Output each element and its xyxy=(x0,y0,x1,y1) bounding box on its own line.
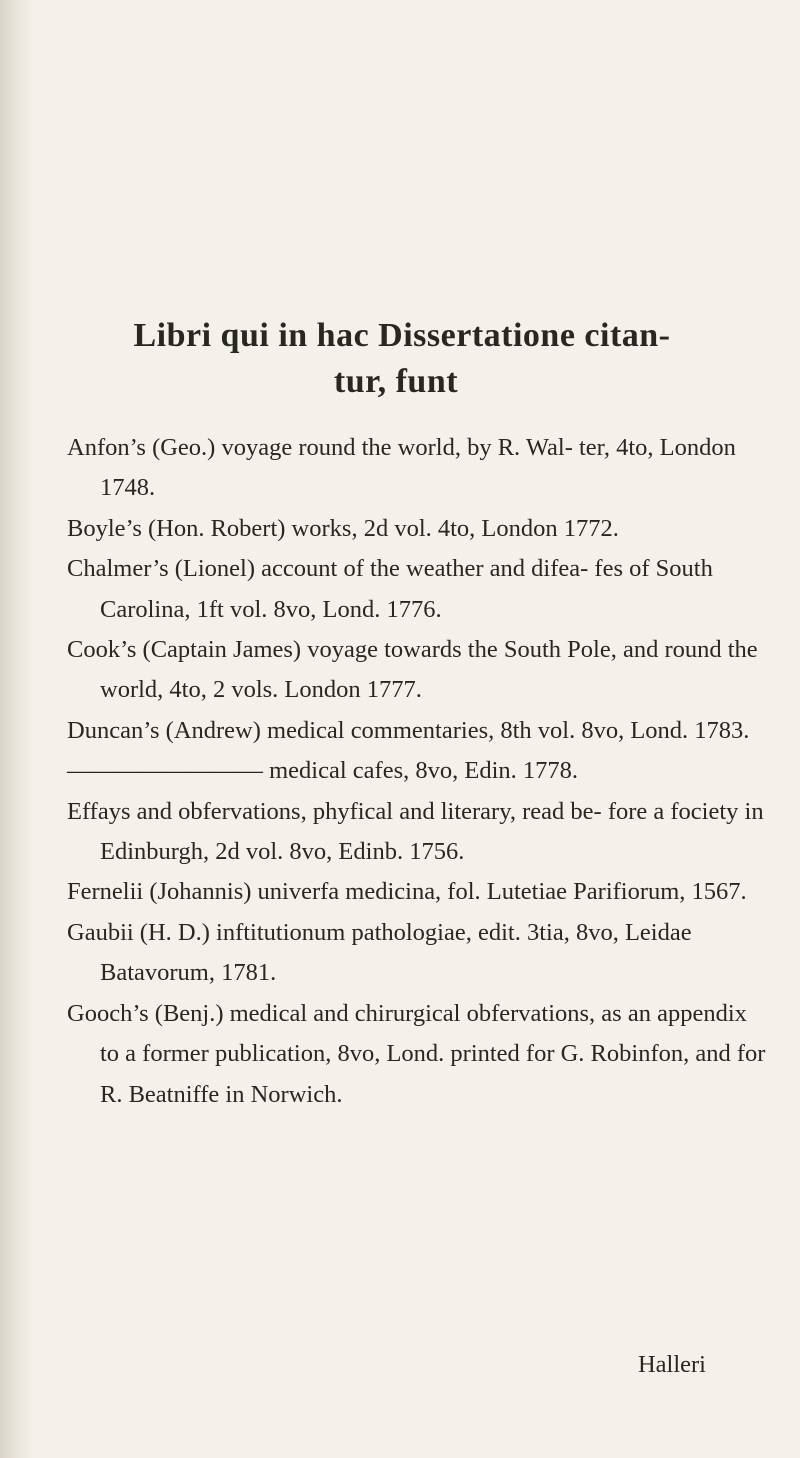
heading-line-2: tur, funt xyxy=(333,362,459,400)
bibliography-entry: Gooch’s (Benj.) medical and chirurgical obfervations, as an appendix to a former publication, 8vo, Lond. printed for G. Robinfon, and for R. Beatniffe in Norwich. xyxy=(67,999,766,1108)
page-heading xyxy=(0,313,800,405)
bibliography-entry: Boyle’s (Hon. Robert) works, 2d vol. 4to, London 1772. xyxy=(67,514,619,542)
bibliography-entry: Fernelii (Johannis) univerfa medicina, fol. Lutetiae Parifiorum, 1567. xyxy=(67,878,747,906)
bibliography-list xyxy=(67,428,767,1115)
bibliography-entry: Gaubii (H. D.) inftitutionum pathologiae, edit. 3tia, 8vo, Leidae Batavorum, 1781. xyxy=(67,918,692,987)
bibliography-entry: Chalmer’s (Lionel) account of the weather and difea- fes of South Carolina, 1ft vol. 8vo, Lond. 1776. xyxy=(67,555,713,623)
bibliography-entry: Anfon’s (Geo.) voyage round the world, by R. Wal- ter, 4to, London 1748. xyxy=(67,434,736,502)
bibliography-entry: Duncan’s (Andrew) medical commentaries, 8th vol. 8vo, Lond. 1783. xyxy=(67,716,750,744)
heading-line-1: Libri qui in hac Dissertatione citan- xyxy=(133,316,671,354)
bibliography-entry: ———————— medical cafes, 8vo, Edin. 1778. xyxy=(67,757,579,785)
bibliography-entry: Cook’s (Captain James) voyage towards the South Pole, and round the world, 4to, 2 vols. London 1777. xyxy=(67,636,758,704)
catchword: Halleri xyxy=(637,1351,706,1378)
bibliography-entry: Effays and obfervations, phyfical and literary, read be- fore a fociety in Edinburgh, 2d vol. 8vo, Edinb. 1756. xyxy=(67,797,764,866)
